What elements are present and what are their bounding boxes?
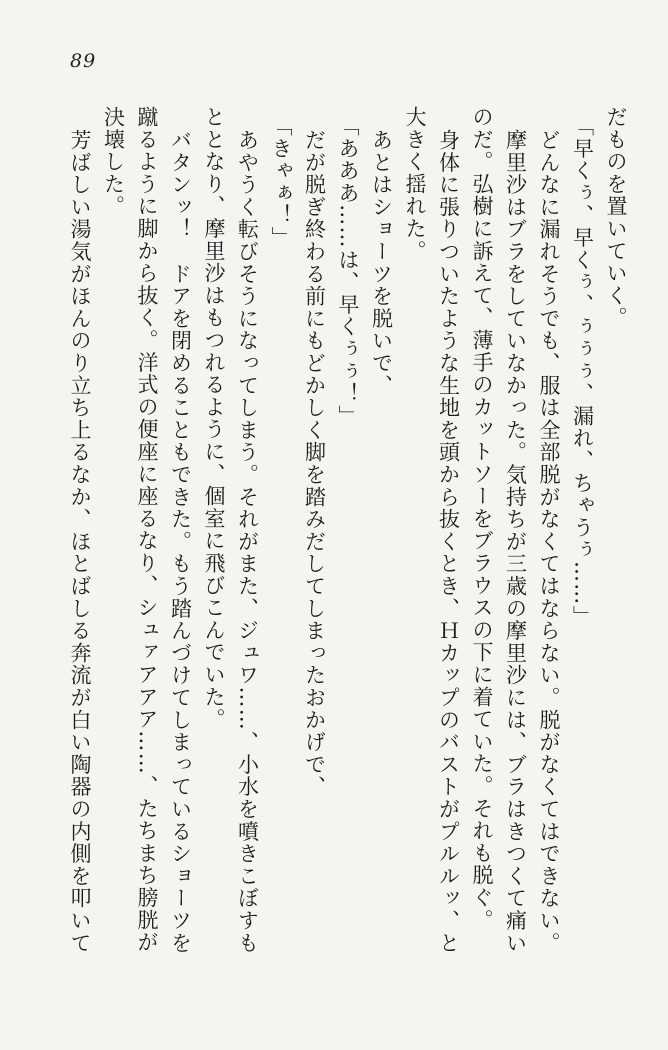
text-column: 芳ばしい湯気がほんのり立ち上るなか、ほとばしる奔流が白い陶器の内側を叩いて — [68, 128, 92, 954]
text-column: 蹴るように脚から抜く。洋式の便座に座るなり、シュァアアア……、たちまち膀胱が — [135, 106, 159, 954]
text-area — [62, 106, 632, 958]
text-column: 「あああ……は、早くぅぅ！」 — [336, 115, 360, 428]
text-column: ととなり、摩里沙はもつれるように、個室に飛びこんでいた。 — [202, 106, 226, 731]
text-column: あやうく転びそうになってしまう。それがまた、ジュワ……、小水を噴きこぼすも — [235, 128, 260, 954]
text-column: 大きく揺れた。 — [403, 106, 427, 263]
text-column: 身体に張りついたような生地を頭から抜くとき、Ｈカップのバストがプルルッ、と — [436, 128, 461, 954]
text-column: どんなに漏れそうでも、服は全部脱がなくてはならない。脱がなくてはできない。 — [537, 128, 561, 954]
text-column: だが脱ぎ終わる前にもどかしく脚を踏みだしてしまったおかげで、 — [302, 128, 327, 798]
text-column: 「早くぅ、早くぅ、ぅぅぅ、漏れ、ちゃうぅ……」 — [570, 115, 595, 628]
text-column: あとはショーツを脱いで、 — [369, 128, 394, 397]
text-column: 摩里沙はブラをしていなかった。気持ちが三歳の摩里沙には、ブラはきつくて痛い — [503, 128, 528, 954]
text-column: 決壊した。 — [101, 106, 126, 218]
text-column: のだ。弘樹に訴えて、薄手のカットソーをブラウスの下に着ていた。それも脱ぐ。 — [470, 106, 494, 932]
text-column: だものを置いていく。 — [604, 106, 628, 329]
text-column: バタンッ！ ドアを閉めることもできた。もう踏んづけてしまっているショーツを — [168, 128, 193, 954]
page-number: 89 — [70, 50, 97, 72]
text-column: 「きゃぁ！」 — [269, 115, 293, 249]
